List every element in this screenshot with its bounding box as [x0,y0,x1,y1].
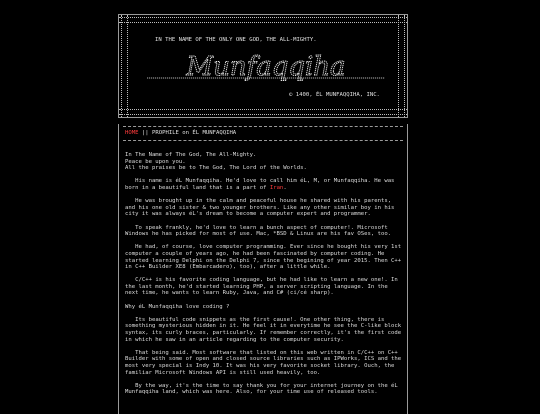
paragraph-languages [125,277,403,297]
banner-intro: IN THE NAME OF THE ONLY ONE GOD, THE ALL-MIGHTY. [155,37,317,43]
iran-link[interactable]: Iran [269,184,284,191]
logo-text: Munfaqqiha [186,53,346,81]
panel-top-rule [123,126,403,127]
paragraph-os-text: To speak frankly, he'd love to learn a bunch aspect of computer!. Microsoft Windows he has picked for most of use. Mac, *BSD & Linux are his fav OSes, too. [125,224,392,238]
paragraph-family [125,198,403,218]
paragraph-software-text: That being said. Most software that listed on this web written in C/C++ on C++ Builder with some of open and closed source libraries such as IPWorks, ICS and the most very special is Indy 10. It was his very favorite socket library. Ouch, the familiar Microsoft Windows API is still used heavily, too. [125,349,402,376]
paragraph-why [125,317,403,343]
panel-header [125,130,236,137]
header-separator: || [141,130,149,136]
page-title: PROPHILE on ÉL MUNFAQQIHA [151,130,237,136]
banner-bottom-border [119,109,407,115]
home-link[interactable]: HOME [125,130,139,136]
panel-header-rule [123,140,403,141]
paragraph-why-text: Its beautiful code snippets as the first cause!. One other thing, there is something mysterious hidden in it. He feel it in everytime he see the C-like block syntax, its curly braces, particularly. If remember correctly, it's the first code in which he saw in an article regarding to the computer security. [125,316,402,343]
banner-left-border [121,15,128,117]
paragraph-programming-text: He had, of course, love computer programming. Ever since he bought his very 1st computer a couple of years ago, he had been fascinated by computer coding. He started learning Delphi on the Delphi 7, since the begining of year 2015. Then C++ in C++ Builder XE8 (Embarcadero), too), after a little while. [125,244,402,271]
profile-content [125,152,403,403]
banner-frame [118,14,408,118]
paragraph-birth [125,178,403,191]
profile-panel [118,124,408,414]
paragraph-thanks [125,383,403,396]
paragraph-thanks-text: By the way, it's the time to say thank you for your internet journey on the éL Munfaqqiha land, which was here. Also, for your time use of released tools. [125,382,398,396]
paragraph-software [125,350,403,376]
greeting-line-1: In The Name of The God, The All-Mighty. [125,152,257,158]
banner-top-border [119,17,407,23]
banner-copyright: © 1400, ÉL MUNFAQQIHA, INC. [289,92,380,98]
paragraph-languages-text: C/C++ is his favorite coding language, but he had like to learn a new one!. In the last month, he'd started learning PHP, a server scripting language. In the next time, he wants to learn Ruby, Java, and C# (ci/cé sharp). [125,277,398,297]
greeting-block [125,152,403,172]
paragraph-programming [125,244,403,270]
munfaqqiha-logo [143,53,389,81]
greeting-line-3: All the praises be to The God, The Lord of the Worlds. [125,165,307,172]
paragraph-birth-text: His name is éL Munfaqqiha. He'd love to call him éL, M, or Munfaqqiha. He was born in a beautiful land that is a part of [125,178,395,191]
paragraph-family-text: He was brought up in the calm and peaceful house he shared with his parents, and his one old sister & two younger brothers. Like any other similar boy in his city it was always éL's dream to become a computer expert and programmer. [125,198,395,218]
banner-right-border [398,15,405,117]
greeting-line-2: Peace be upon you. [125,158,186,165]
paragraph-birth-end: . [283,184,287,191]
paragraph-os [125,225,403,238]
question-heading: Why éL Munfaqqiha love coding ? [125,303,230,310]
